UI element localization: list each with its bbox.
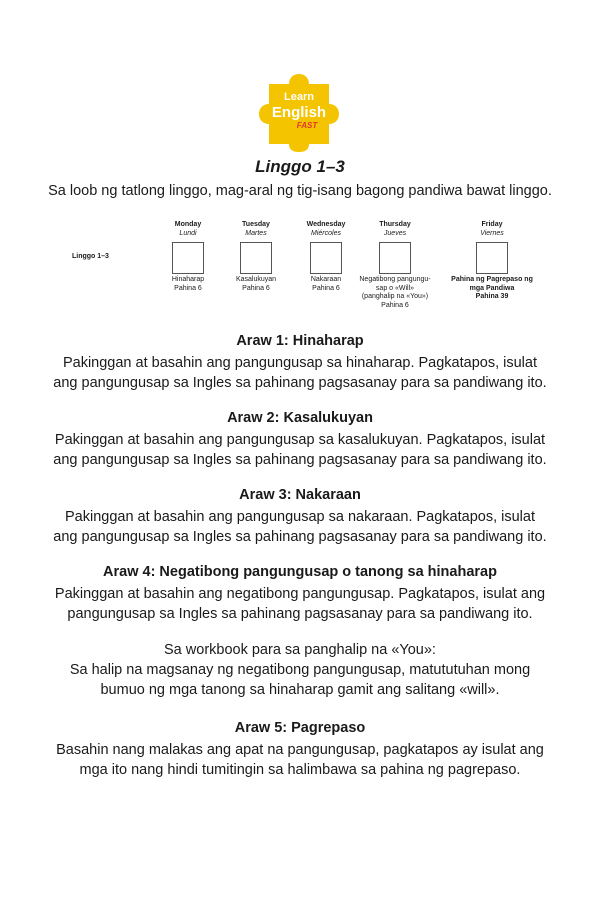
day-name: Friday bbox=[481, 221, 503, 228]
day-caption-line: Pahina 6 bbox=[312, 284, 340, 292]
day-checkbox bbox=[379, 242, 411, 274]
logo-line1: Learn bbox=[284, 91, 314, 103]
day-local-name: Viernes bbox=[480, 229, 504, 237]
day-caption-line: Nakaraan bbox=[310, 276, 342, 283]
section-heading: Araw 4: Negatibong pangungusap o tanong sa hinaharap bbox=[103, 564, 497, 580]
section-line: Sa workbook para sa panghalip na «You»: bbox=[164, 642, 436, 658]
section-line: Basahin nang malakas ang apat na pangungusap, pagkatapos ay isulat ang bbox=[56, 742, 544, 758]
page-title: Linggo 1–3 bbox=[255, 157, 345, 176]
schedule-day-wednesday bbox=[296, 221, 356, 293]
day-caption-line: Negatibong pangungu- bbox=[359, 276, 431, 283]
puzzle-piece-logo-icon bbox=[257, 70, 341, 154]
section-line: mga ito nang hindi tumitingin sa halimbawa sa pahina ng pagrepaso. bbox=[79, 762, 521, 778]
day-caption-line: Pahina 6 bbox=[242, 284, 270, 292]
day-caption-line: Pahina ng Pagrepaso ng bbox=[451, 276, 533, 283]
section-line: ang pangungusap sa Ingles sa pahinang pagsasanay para sa pandiwang ito. bbox=[53, 529, 547, 545]
section-line: bumuo ng mga tanong sa hinaharap gamit ang salitang «will». bbox=[100, 682, 500, 698]
section-line: ang pangungusap sa Ingles sa pahinang pagsasanay para sa pandiwang ito. bbox=[53, 375, 547, 391]
day-caption-line: sap o «Will» bbox=[375, 284, 415, 292]
learn-english-fast-logo bbox=[257, 70, 341, 154]
logo-line2: English bbox=[271, 104, 327, 121]
schedule-day-thursday bbox=[350, 221, 440, 310]
section-day-5 bbox=[0, 720, 600, 780]
day-caption-line: mga Pandiwa bbox=[469, 284, 515, 292]
day-local-name: Lundi bbox=[179, 229, 197, 237]
section-day-3 bbox=[0, 487, 600, 547]
section-line: ang pangungusap sa Ingles sa pahinang pagsasanay para sa pandiwang ito. bbox=[53, 452, 547, 468]
day-caption-line: Pahina 6 bbox=[381, 301, 409, 309]
section-day-4 bbox=[0, 564, 600, 624]
day-checkbox bbox=[172, 242, 204, 274]
section-line: Pakinggan at basahin ang negatibong pangungusap. Pagkatapos, isulat ang bbox=[54, 586, 546, 602]
section-day-2 bbox=[0, 410, 600, 470]
day-caption-line: (panghalip na «You») bbox=[361, 293, 429, 300]
day-name: Monday bbox=[174, 221, 202, 228]
day-caption-line: Pahina 6 bbox=[174, 284, 202, 292]
day-local-name: Martes bbox=[245, 229, 267, 237]
section-day-1 bbox=[0, 333, 600, 393]
section-line: Pakinggan at basahin ang pangungusap sa nakaraan. Pagkatapos, isulat bbox=[65, 509, 535, 525]
day-name: Thursday bbox=[379, 221, 411, 228]
logo-line3: FAST bbox=[296, 121, 318, 130]
section-heading: Araw 5: Pagrepaso bbox=[234, 720, 366, 736]
section-workbook-note bbox=[0, 640, 600, 700]
schedule-day-monday bbox=[161, 221, 215, 293]
day-local-name: Miércoles bbox=[311, 229, 341, 237]
day-checkbox bbox=[310, 242, 342, 274]
schedule-day-friday bbox=[444, 221, 540, 302]
intro-text: Sa loob ng tatlong linggo, mag-aral ng tig-isang bagong pandiwa bawat linggo. bbox=[48, 183, 552, 199]
day-name: Wednesday bbox=[306, 221, 346, 228]
section-heading: Araw 1: Hinaharap bbox=[236, 333, 364, 349]
section-line: Pakinggan at basahin ang pangungusap sa hinaharap. Pagkatapos, isulat bbox=[62, 355, 538, 371]
day-caption-line: Pahina 39 bbox=[475, 293, 509, 300]
day-name: Tuesday bbox=[242, 221, 270, 228]
day-caption-line: Hinaharap bbox=[171, 276, 205, 283]
section-line: Pakinggan at basahin ang pangungusap sa kasalukuyan. Pagkatapos, isulat bbox=[54, 432, 546, 448]
section-heading: Araw 2: Kasalukuyan bbox=[227, 410, 373, 426]
section-line: pangungusap sa Ingles sa pahinang pagsasanay para sa pandiwang ito. bbox=[67, 606, 533, 622]
day-caption-line: Kasalukuyan bbox=[235, 276, 277, 283]
schedule-day-tuesday bbox=[226, 221, 286, 293]
day-local-name: Jueves bbox=[383, 229, 407, 237]
schedule-row-label: Linggo 1–3 bbox=[72, 253, 109, 260]
section-heading: Araw 3: Nakaraan bbox=[239, 487, 361, 503]
day-checkbox bbox=[476, 242, 508, 274]
day-checkbox bbox=[240, 242, 272, 274]
section-line: Sa halip na magsanay ng negatibong pangungusap, matututuhan mong bbox=[69, 662, 531, 678]
